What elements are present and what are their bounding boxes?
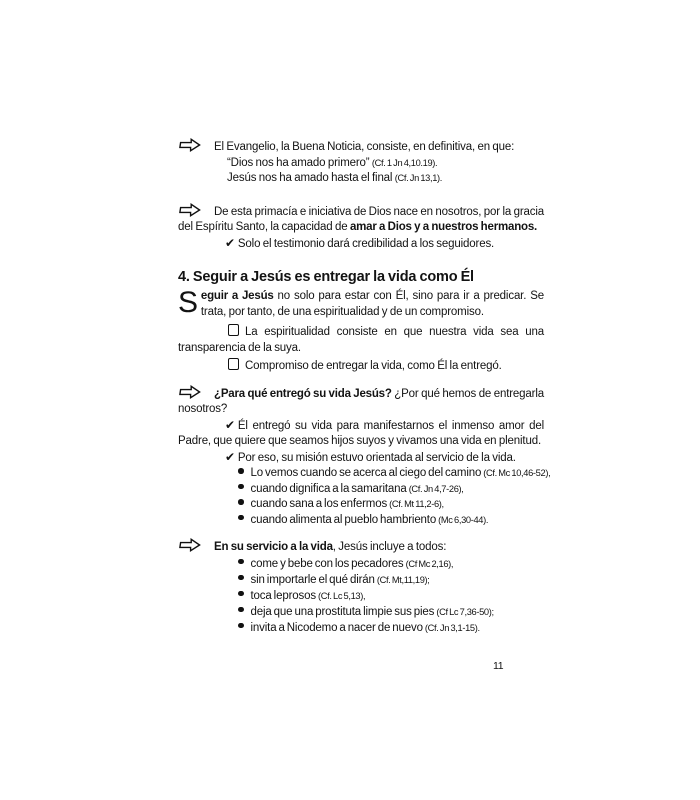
inclusion-list-item bbox=[238, 620, 544, 636]
scripture-citation: (Cf. Mt 11,2-6), bbox=[389, 499, 444, 509]
arrow-icon bbox=[178, 385, 201, 399]
dot-bullet-icon bbox=[238, 468, 244, 474]
inclusion-bold-text: En su servicio a la vida bbox=[214, 541, 333, 553]
list-item-text: cuando sana a los enfermos bbox=[250, 498, 390, 510]
quote-text: “Dios nos ha amado primero” bbox=[227, 156, 372, 169]
inclusion-list-item bbox=[238, 556, 544, 572]
answer-text: Él entregó su vida para manifestarnos el inmenso amor del Padre, que quiere que seamos hijos suyos y vivamos una vida en plenitud. bbox=[178, 419, 544, 447]
inclusion-paragraph bbox=[178, 538, 544, 556]
primacy-paragraph bbox=[178, 203, 544, 236]
dot-bullet-icon bbox=[238, 515, 244, 521]
square-bullet-icon bbox=[228, 358, 239, 370]
list-item-text: come y bebe con los pecadores bbox=[250, 557, 406, 570]
book-page-content bbox=[178, 138, 551, 636]
answer-check-line-1 bbox=[178, 418, 544, 450]
check-icon: ✔ bbox=[225, 449, 235, 464]
scripture-citation: (Cf. Jn 4,7-26), bbox=[408, 483, 464, 494]
seguir-paragraph bbox=[178, 286, 544, 320]
dot-bullet-icon bbox=[238, 499, 244, 505]
inclusion-text: , Jesús incluye a todos: bbox=[332, 541, 447, 553]
list-item-text: Lo vemos cuando se acerca al ciego del camino bbox=[250, 467, 484, 479]
service-list-item bbox=[238, 497, 544, 513]
inclusion-list bbox=[178, 556, 544, 636]
intro-text: El Evangelio, la Buena Noticia, consiste, en definitiva, en que: bbox=[214, 141, 515, 153]
commitment-text: Compromiso de entregar la vida, como Él la entregó. bbox=[245, 360, 502, 372]
question-paragraph bbox=[178, 385, 544, 418]
scripture-citation: (Cf. Mc 10,46-52), bbox=[483, 468, 551, 478]
inclusion-list-item bbox=[238, 588, 544, 604]
list-item-text: cuando dignifica a la samaritana bbox=[250, 482, 409, 495]
primacy-text: De esta primacía e iniciativa de Dios nace en nosotros, por la gracia del Espíritu Santo, la capacidad de bbox=[178, 205, 544, 233]
list-item-text: sin importarle el qué dirán bbox=[250, 573, 377, 586]
dot-bullet-icon bbox=[238, 607, 244, 613]
inclusion-list-item bbox=[238, 604, 544, 620]
dot-bullet-icon bbox=[238, 623, 244, 629]
section-heading: 4. Seguir a Jesús es entregar la vida como Él bbox=[178, 269, 474, 285]
list-item-text: deja que una prostituta limpie sus pies bbox=[250, 605, 437, 618]
dot-bullet-icon bbox=[238, 484, 244, 490]
dot-bullet-icon bbox=[238, 575, 244, 581]
testimony-check-line bbox=[178, 236, 544, 253]
scripture-citation: (Cf. Jn 13,1). bbox=[394, 173, 443, 183]
scripture-citation: (Cf Lc 7,36-50); bbox=[436, 606, 494, 617]
service-list-item bbox=[238, 482, 544, 498]
service-list bbox=[178, 466, 551, 528]
spirituality-square-item bbox=[178, 324, 544, 356]
list-item-text: invita a Nicodemo a nacer de nuevo bbox=[250, 621, 425, 634]
drop-cap: S bbox=[178, 286, 198, 319]
question-text: ¿Por qué hemos de entregarla nosotros? bbox=[178, 387, 545, 415]
arrow-icon bbox=[178, 538, 201, 552]
scripture-citation: (Mc 6,30-44). bbox=[438, 514, 489, 525]
commitment-square-item bbox=[178, 358, 544, 375]
question-bold-text: ¿Para qué entregó su vida Jesús? bbox=[214, 387, 392, 400]
answer-text: Por eso, su misión estuvo orientada al servicio de la vida. bbox=[237, 451, 516, 464]
spirituality-text: La espiritualidad consiste en que nuestra vida sea una transparencia de la suya. bbox=[178, 326, 544, 354]
page-number: 11 bbox=[493, 660, 504, 672]
arrow-icon bbox=[178, 203, 201, 217]
list-item-text: cuando alimenta al pueblo hambriento bbox=[250, 513, 439, 526]
arrow-icon bbox=[178, 138, 201, 152]
quote-line-1 bbox=[227, 156, 544, 172]
seguir-text: no solo para estar con Él, sino para ir a predicar. Se trata, por tanto, de una espiritualidad y de un compromiso. bbox=[200, 290, 544, 318]
dot-bullet-icon bbox=[238, 559, 244, 565]
scripture-citation: (Cf. Jn 3,1-15). bbox=[424, 622, 480, 633]
check-icon: ✔ bbox=[225, 417, 235, 432]
service-list-item bbox=[238, 513, 544, 529]
dot-bullet-icon bbox=[238, 591, 244, 597]
square-bullet-icon bbox=[228, 324, 239, 336]
primacy-bold-text: amar a Dios y a nuestros hermanos. bbox=[349, 221, 538, 233]
scripture-citation: (Cf. Lc 5,13), bbox=[318, 590, 366, 601]
intro-paragraph bbox=[178, 138, 544, 156]
quote-text: Jesús nos ha amado hasta el final bbox=[227, 172, 395, 184]
inclusion-list-item bbox=[238, 572, 544, 588]
answer-check-line-2 bbox=[178, 450, 544, 467]
scripture-citation: (Cf. 1 Jn 4,10.19). bbox=[371, 157, 438, 168]
quote-line-2 bbox=[227, 171, 544, 187]
list-item-text: toca leprosos bbox=[250, 589, 318, 602]
scripture-citation: (Cf Mc 2,16), bbox=[405, 558, 454, 569]
check-icon: ✔ bbox=[225, 235, 235, 250]
scripture-citation: (Cf. Mt,11,19); bbox=[376, 574, 430, 585]
service-list-item bbox=[238, 466, 551, 482]
seguir-bold-text: eguir a Jesús bbox=[200, 290, 274, 302]
testimony-text: Solo el testimonio dará credibilidad a los seguidores. bbox=[237, 237, 495, 250]
